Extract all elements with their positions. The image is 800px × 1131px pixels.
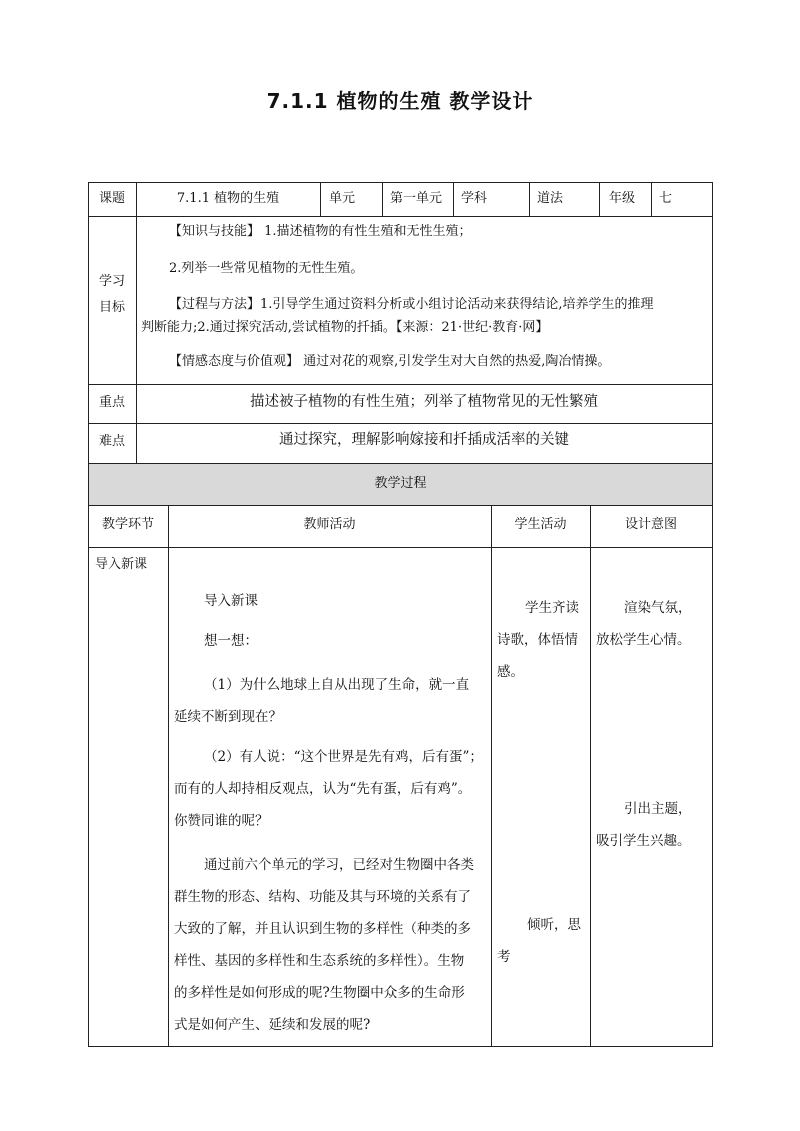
row-divider (88, 547, 713, 548)
subject-value: 道法 (537, 191, 564, 206)
column-teacher: 教师活动 (303, 517, 356, 532)
row-divider (88, 216, 713, 217)
objective-emotion: 【情感态度与价值观】 通过对花的观察,引发学生对大自然的热爱,陶冶情操。 (169, 354, 611, 369)
course-label: 课题 (98, 191, 125, 206)
column-stage: 教学环节 (101, 517, 154, 532)
question-2-line-1: （2）有人说：“这个世界是先有鸡，后有蛋”； (204, 749, 483, 765)
grade-label: 年级 (609, 191, 636, 206)
intent-a-1: 渲染气氛， (624, 600, 692, 616)
question-2-line-3: 你赞同谁的呢？ (174, 813, 269, 829)
intent-b-1: 引出主题， (624, 801, 692, 817)
paragraph-line-6: 式是如何产生、延续和发展的呢? (174, 1017, 371, 1033)
question-1-line-2: 延续不断到现在？ (174, 709, 282, 725)
column-student: 学生活动 (514, 517, 567, 532)
course-value: 7.1.1 植物的生殖 (176, 191, 280, 206)
student-activity-b-2: 考 (497, 949, 511, 965)
paragraph-line-2: 群生物的形态、结构、功能及其与环境的关系有了 (174, 889, 471, 905)
unit-value: 第一单元 (390, 191, 443, 206)
paragraph-line-3: 大致的了解，并且认识到生物的多样性（种类的多 (174, 921, 471, 937)
objective-knowledge-2: 2.列举一些常见植物的无性生殖。 (169, 261, 364, 276)
key-point-value: 描述被子植物的有性生殖；列举了植物常见的无性繁殖 (250, 394, 598, 410)
col-divider (491, 505, 492, 1047)
teacher-heading: 导入新课 (204, 593, 258, 609)
teacher-think: 想一想： (204, 633, 258, 649)
page-title: 7.1.1 植物的生殖 教学设计 (266, 89, 534, 113)
col-divider (382, 182, 383, 216)
student-activity-a-3: 感。 (497, 664, 524, 680)
objectives-label: 学习 目标 (98, 274, 125, 315)
table-border-bottom (88, 1046, 713, 1047)
paragraph-line-1: 通过前六个单元的学习，已经对生物圈中各类 (204, 857, 474, 873)
row-divider (88, 505, 713, 506)
table-border-top (88, 182, 713, 183)
subject-label: 学科 (461, 191, 488, 206)
col-divider (136, 182, 137, 463)
intent-b-2: 吸引学生兴趣。 (596, 833, 691, 849)
column-intent: 设计意图 (624, 517, 677, 532)
stage-intro: 导入新课 (95, 557, 148, 572)
row-divider (88, 384, 713, 385)
difficult-point-label: 难点 (98, 434, 125, 449)
col-divider (529, 182, 530, 216)
objective-knowledge: 【知识与技能】 1.描述植物的有性生殖和无性生殖； (169, 224, 472, 239)
col-divider (453, 182, 454, 216)
objective-process-1: 【过程与方法】1.引导学生通过资料分析或小组讨论活动来获得结论,培养学生的推理 (169, 297, 654, 312)
grade-value: 七 (659, 191, 673, 206)
row-divider (88, 463, 713, 464)
difficult-point-value: 通过探究，理解影响嫁接和扦插成活率的关键 (279, 432, 569, 448)
student-activity-a-1: 学生齐读 (525, 600, 579, 616)
table-border-right (712, 182, 713, 1047)
question-2-line-2: 而有的人却持相反观点，认为“先有蛋，后有鸡”。 (174, 781, 472, 797)
objective-process-2: 判断能力;2.通过探究活动,尝试植物的扦插。【来源：21·世纪·教育·网】 (141, 320, 549, 335)
student-activity-a-2: 诗歌，体悟情 (497, 632, 578, 648)
paragraph-line-5: 的多样性是如何形成的呢?生物圈中众多的生命形 (174, 985, 465, 1001)
col-divider (651, 182, 652, 216)
unit-label: 单元 (329, 191, 356, 206)
row-divider (88, 423, 713, 424)
col-divider (320, 182, 321, 216)
key-point-label: 重点 (98, 395, 125, 410)
student-activity-b-1: 倾听，思 (527, 917, 581, 933)
lesson-plan-table (88, 182, 713, 1047)
paragraph-line-4: 样性、基因的多样性和生态系统的多样性）。生物 (174, 953, 465, 969)
col-divider (168, 505, 169, 1047)
col-divider (599, 182, 600, 216)
process-header: 教学过程 (374, 476, 427, 491)
intent-a-2: 放松学生心情。 (596, 632, 691, 648)
col-divider (590, 505, 591, 1047)
question-1-line-1: （1）为什么地球上自从出现了生命，就一直 (204, 677, 470, 693)
